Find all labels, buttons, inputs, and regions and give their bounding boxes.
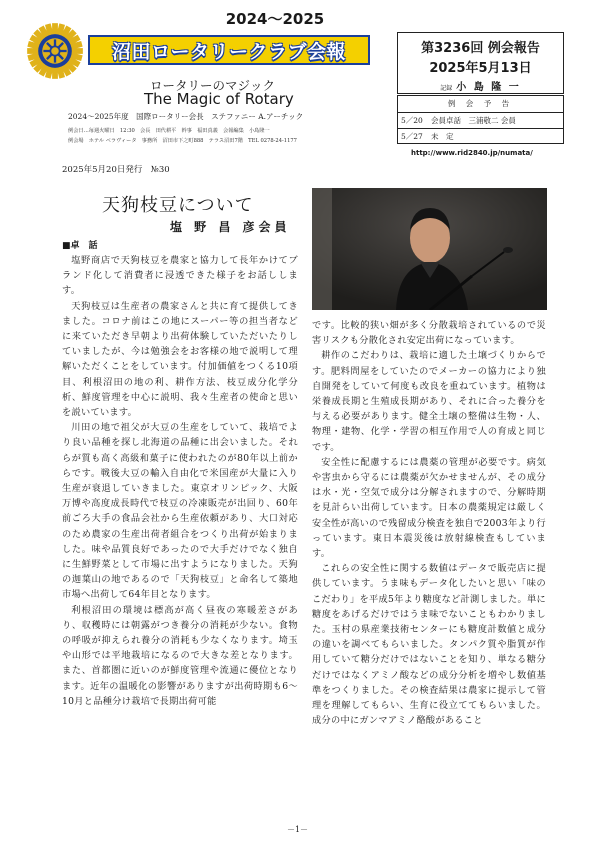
theme-english: The Magic of Rotary	[144, 90, 294, 108]
schedule-date: 5／20	[401, 116, 423, 125]
article-paragraph: 安全性に配慮するには農薬の管理が必要です。病気や害虫から守るには農薬が欠かせませんが、その成分は水・光・空気で成分は分解されますので、分解時期を見計らい出荷しています。日本の農薬規定は厳しく安全性が高いので残留成分検査を独自で2003年より行っています。東日本震災後は放射線検査もしています。	[312, 456, 546, 560]
schedule-text: 未 定	[431, 132, 454, 141]
article-paragraph: 天狗枝豆は生産者の農家さんと共に育て提供してきました。コロナ前はこの地にスーパー等の担当者などに来ていただき早朝より出荷体験していただいたりしていましたが、今は勉強会をお客様の地で説明して理解いただくことをしています。付加価値をつくる10項目、利根沼田の地の利、耕作方法、枝豆成分化学分析、鮮度管理を中心に説明、我々生産者の使命と思いを説いています。	[62, 300, 298, 419]
report-date: 2025年5月13日	[429, 61, 532, 76]
article-paragraph: これらの安全性に関する数値はデータで販売店に提供しています。うま味もデータ化したいと思い「味のこだわり」を平成5年より糖度など計測しました。単に糖度をあげるだけではうま味でないこともわかりました。玉村の県産業技術センターにも糖度計数値と成分の違いを調べてもらいました。タンパク質や脂質が作用していて糖分だけではないことを知り、単なる糖分だけではなくアミノ酸などの成分分析を増やし数値基準をつくりました。その検査結果は農家に提示して管理を理解してもらい、生育に役立ててもらいました。成分の中にガンマアミノ酪酸があること	[312, 563, 546, 727]
speaker-photo	[312, 188, 547, 310]
meeting-schedule	[397, 95, 564, 144]
article-right-column	[312, 318, 546, 728]
club-url-link[interactable]: http://www.rid2840.jp/numata/	[411, 149, 533, 157]
schedule-title: 例 会 予 告	[398, 96, 563, 113]
rotary-wheel-icon	[26, 22, 84, 80]
article-paragraph: 耕作のこだわりは、栽培に適した土壌づくりからです。肥料問屋をしていたのでメーカーの協力により独自開発をしていて何度も改良を重ねています。植物は栄養成長期と生殖成長期があり、それに合った養分を与える必要があります。健全土壌の整備は生物・人、物理・建物、化学・学習の相互作用で人の育成と同じです。	[312, 350, 546, 453]
report-number: 第3236回 例会報告	[421, 41, 540, 56]
schedule-date: 5／27	[401, 132, 423, 141]
meeting-info-line-1: 例会日…毎週火曜日 12:30 会長 田代耕平 幹事 福田真義 会報編集 小島隆一	[68, 128, 270, 134]
page-number: －1－	[286, 825, 309, 834]
theme-japanese: ロータリーのマジック	[150, 78, 276, 93]
section-label: ■卓 話	[62, 241, 98, 251]
issue-info: 2025年5月20日発行 №30	[62, 165, 170, 175]
article-paragraph: 塩野商店で天狗枝豆を農家と協力して長年かけてブランド化して消費者に浸透できた様子をお話しします。	[62, 255, 298, 297]
schedule-item	[398, 129, 563, 144]
president-line: 2024～2025年度 国際ロータリー会長 ステファニー A.アーチック	[68, 112, 304, 121]
meeting-info	[68, 126, 398, 146]
schedule-item	[398, 113, 563, 129]
year-heading: 2024～2025	[225, 10, 325, 28]
recorder-name: 小 島 隆 一	[456, 82, 521, 93]
article-paragraph: です。比較的狭い畑が多く分散栽培されているので災害リスクも分散化され安定出荷になっています。	[312, 320, 546, 347]
recorder	[398, 78, 563, 93]
article-title: 天狗枝豆について	[102, 195, 254, 216]
report-box	[397, 32, 564, 94]
article-paragraph: 川田の地で祖父が大豆の生産をしていて、栽培でより良い品種を探し北海道の品種に出会いました。それらが質も高く高級和菓子に使われたのが80年以上前からです。戦後大豆の輸入自由化で米国産が大量に入り生産が衰退していきました。東京オリンピック、大阪万博や高度成長時代で枝豆の冷凍販売が出回り、60年前ごろ大手の食品会社から生産依頼があり、大口対応のため農家の生産出荷者組合をつくり出荷が始まりました。味や品質良好であったので大手だけでなく独自に生鮮野菜として市場に出すようになりました。天狗の迦葉山の地であるので「天狗枝豆」と命名して築地市場へ出荷して64年目となります。	[62, 422, 298, 601]
recorder-label: 記録	[440, 85, 453, 92]
article-speaker: 塩 野 昌 彦会員	[170, 220, 291, 234]
meeting-info-line-2: 例会場 ホテル ベラヴィータ 事務所 沼田市下之町888 テラス沼田7階 TEL 0278-24-1177	[68, 138, 297, 144]
article-paragraph: 利根沼田の環境は標高が高く昼夜の寒暖差さがあり、収穫時には朝露がつき養分の消耗が少ない。食物の呼吸が抑えられ養分の消耗も少なくなります。埼玉や山形では平地栽培になるので大きな差となります。また、首都圏に近いのが鮮度管理や流通に優位となります。近年の温暖化の影響がありますが出荷時期も6～10月と品種分け栽培で長期出荷可能	[62, 604, 298, 707]
schedule-text: 会員卓話 三浦敬二 会員	[431, 116, 516, 125]
article-left-column	[62, 253, 298, 709]
club-name-banner: 沼田ロータリークラブ会報	[88, 35, 370, 65]
